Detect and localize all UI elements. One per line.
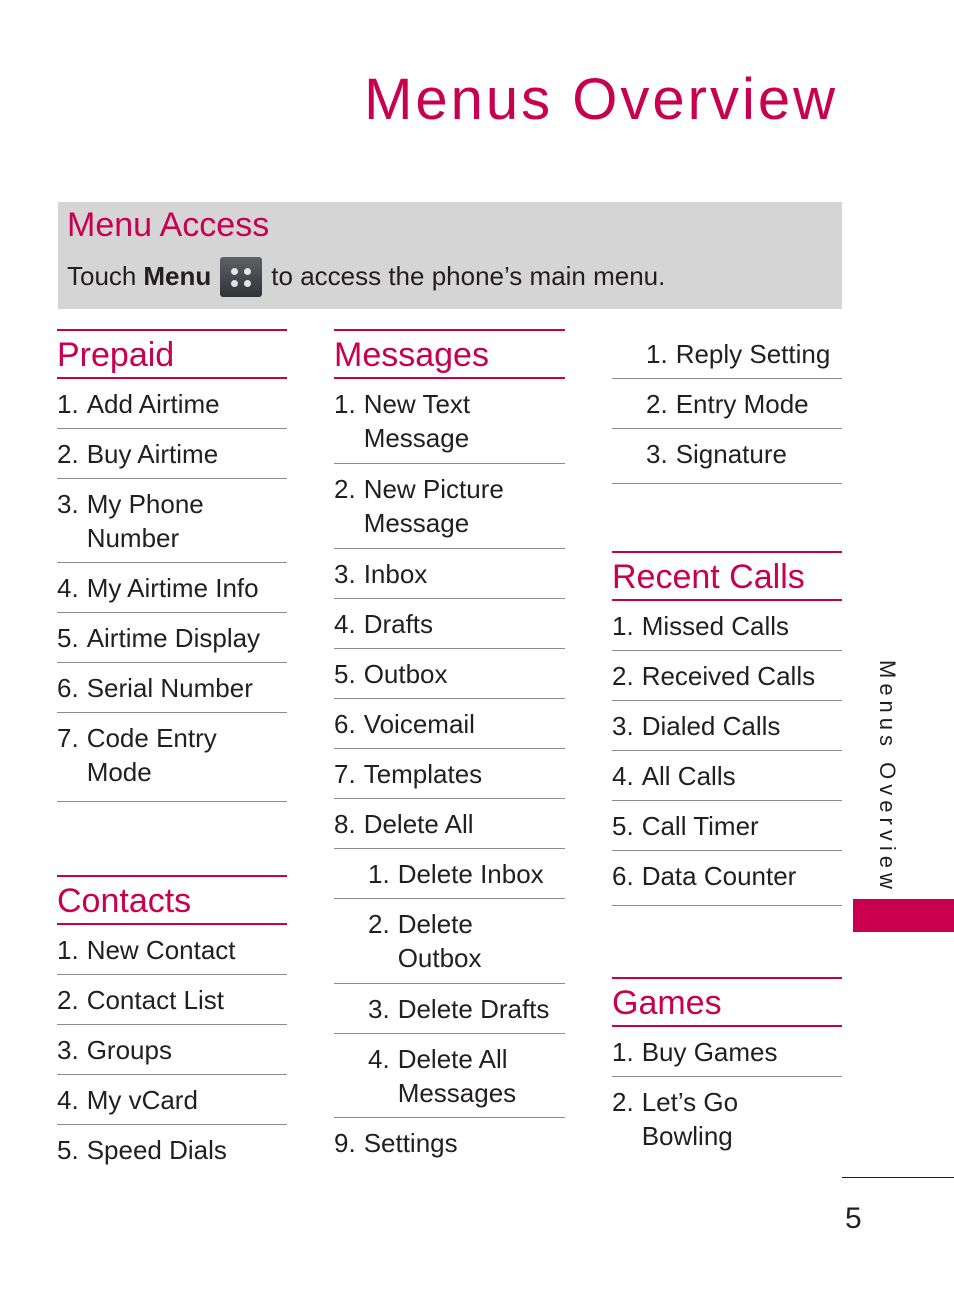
recent-calls-heading: Recent Calls: [612, 551, 842, 601]
item-label: [87, 571, 259, 605]
contacts-list: [57, 925, 287, 1175]
item-number: 3.: [57, 489, 79, 519]
list-item: [612, 651, 842, 701]
item-label-line: Contact List: [86, 985, 224, 1015]
games-section: [612, 977, 842, 1161]
item-label-line: Buy Games: [641, 1037, 778, 1067]
list-item: [612, 379, 842, 429]
item-number: 1.: [57, 389, 79, 419]
list-item: [612, 1077, 842, 1161]
item-label: [364, 607, 433, 641]
item-label-line: Dialed Calls: [641, 711, 781, 741]
item-label-line: Let’s Go: [641, 1087, 739, 1117]
item-label-line: Outbox: [397, 943, 482, 973]
item-number: 6.: [334, 709, 356, 739]
recent-calls-list: [612, 601, 842, 906]
instruction-text-before: Touch: [67, 260, 137, 291]
games-heading: Games: [612, 977, 842, 1027]
list-item: [612, 1027, 842, 1077]
page-number: 5: [845, 1202, 862, 1235]
item-label: [642, 609, 789, 643]
item-label: [87, 387, 220, 421]
instruction-menu-bold: Menu: [143, 260, 212, 291]
item-label-line: Message: [363, 423, 470, 453]
item-label-line: Delete Inbox: [397, 859, 544, 889]
item-number: 1.: [612, 611, 634, 641]
item-label-line: Signature: [675, 439, 787, 469]
list-item: [612, 801, 842, 851]
list-item: [334, 749, 565, 799]
list-item: [612, 701, 842, 751]
item-label: [87, 1083, 198, 1117]
item-number: 2.: [334, 474, 356, 504]
item-label-line: Code Entry: [86, 723, 217, 753]
list-item: [334, 1118, 565, 1168]
list-item: [612, 429, 842, 484]
list-item: [334, 699, 565, 749]
list-item: [334, 549, 565, 599]
item-number: 5.: [57, 623, 79, 653]
item-label-line: My Phone: [86, 489, 204, 519]
settings-sub-list: [612, 329, 842, 484]
item-label-line: Buy Airtime: [86, 439, 219, 469]
item-label: [642, 809, 759, 843]
item-label: [642, 709, 781, 743]
item-number: 4.: [334, 609, 356, 639]
item-label: [398, 857, 544, 891]
prepaid-section: [57, 329, 287, 802]
list-item: [57, 429, 287, 479]
list-item: [334, 649, 565, 699]
item-number: 1.: [57, 935, 79, 965]
item-number: 7.: [334, 759, 356, 789]
item-label-line: New Text: [363, 389, 471, 419]
item-label-line: Outbox: [363, 659, 448, 689]
item-number: 2.: [612, 661, 634, 691]
menu-grid-icon: [220, 257, 262, 297]
item-label-line: Message: [363, 508, 470, 538]
item-label: [676, 437, 787, 471]
item-number: 1.: [368, 859, 390, 889]
messages-list: [334, 379, 565, 1168]
item-label: [398, 907, 482, 975]
item-label: [87, 1133, 227, 1167]
item-label-line: My vCard: [86, 1085, 198, 1115]
list-item: [57, 1125, 287, 1175]
item-label: [364, 472, 504, 540]
item-label: [87, 721, 217, 789]
item-label-line: Missed Calls: [641, 611, 790, 641]
item-label: [364, 557, 428, 591]
item-label: [87, 671, 253, 705]
item-number: 2.: [57, 985, 79, 1015]
item-label-line: Bowling: [641, 1121, 733, 1151]
item-number: 7.: [57, 723, 79, 753]
contacts-heading: Contacts: [57, 875, 287, 925]
list-item: [334, 599, 565, 649]
contacts-section: [57, 875, 287, 1175]
item-number: 5.: [57, 1135, 79, 1165]
side-tab-label: Menus Overview: [875, 660, 900, 894]
menu-access-instruction: [67, 256, 665, 296]
item-label: [642, 859, 797, 893]
item-label: [87, 437, 219, 471]
item-label-line: Delete Drafts: [397, 994, 550, 1024]
item-number: 4.: [368, 1044, 390, 1074]
recent-calls-section: [612, 551, 842, 906]
item-label: [642, 759, 736, 793]
item-label: [364, 707, 475, 741]
list-item: [57, 1025, 287, 1075]
item-label-line: Add Airtime: [86, 389, 220, 419]
list-item: [57, 479, 287, 563]
item-number: 2.: [612, 1087, 634, 1117]
item-label: [87, 933, 236, 967]
item-number: 4.: [57, 1085, 79, 1115]
item-label-line: Call Timer: [641, 811, 759, 841]
item-label-line: New Contact: [86, 935, 236, 965]
item-label-line: Mode: [86, 757, 152, 787]
list-item: [57, 713, 287, 802]
item-label-line: Templates: [363, 759, 483, 789]
list-item: [334, 799, 565, 849]
item-number: 2.: [57, 439, 79, 469]
item-number: 3.: [57, 1035, 79, 1065]
item-number: 1.: [646, 339, 668, 369]
list-item: [612, 601, 842, 651]
item-number: 6.: [612, 861, 634, 891]
list-item: [334, 464, 565, 549]
list-item: [334, 899, 565, 984]
list-item: [57, 975, 287, 1025]
item-label-line: Entry Mode: [675, 389, 809, 419]
item-label: [87, 621, 260, 655]
prepaid-heading: Prepaid: [57, 329, 287, 379]
item-label-line: My Airtime Info: [86, 573, 259, 603]
item-label: [676, 387, 809, 421]
item-label-line: Drafts: [363, 609, 434, 639]
item-number: 4.: [612, 761, 634, 791]
item-label: [87, 487, 204, 555]
item-label-line: Delete: [397, 909, 473, 939]
prepaid-list: [57, 379, 287, 802]
item-label: [676, 337, 831, 371]
item-number: 3.: [646, 439, 668, 469]
list-item: [334, 379, 565, 464]
item-number: 2.: [646, 389, 668, 419]
games-list: [612, 1027, 842, 1161]
item-number: 6.: [57, 673, 79, 703]
item-number: 8.: [334, 809, 356, 839]
list-item: [57, 663, 287, 713]
item-number: 5.: [612, 811, 634, 841]
item-number: 3.: [334, 559, 356, 589]
list-item: [57, 613, 287, 663]
list-item: [334, 849, 565, 899]
item-label: [398, 992, 550, 1026]
settings-sub-section: [612, 329, 842, 484]
list-item: [57, 925, 287, 975]
item-label-line: Speed Dials: [86, 1135, 227, 1165]
item-label: [364, 1126, 458, 1160]
footer-rule: [842, 1177, 954, 1178]
item-label-line: Delete All: [397, 1044, 508, 1074]
page-title: Menus Overview: [364, 67, 838, 132]
item-label: [364, 807, 474, 841]
messages-heading: Messages: [334, 329, 565, 379]
item-label-line: Data Counter: [641, 861, 797, 891]
list-item: [57, 563, 287, 613]
item-label-line: Inbox: [363, 559, 428, 589]
list-item: [612, 329, 842, 379]
item-number: 9.: [334, 1128, 356, 1158]
item-label-line: New Picture: [363, 474, 504, 504]
item-number: 1.: [612, 1037, 634, 1067]
list-item: [334, 984, 565, 1034]
item-label-line: Voicemail: [363, 709, 475, 739]
item-label: [398, 1042, 517, 1110]
item-label: [364, 757, 483, 791]
item-number: 1.: [334, 389, 356, 419]
item-label: [642, 1085, 738, 1153]
menu-access-box: [58, 202, 842, 309]
item-label-line: Settings: [363, 1128, 458, 1158]
item-number: 2.: [368, 909, 390, 939]
item-label: [364, 657, 448, 691]
list-item: [57, 1075, 287, 1125]
item-label-line: All Calls: [641, 761, 736, 791]
item-label-line: Received Calls: [641, 661, 816, 691]
list-item: [612, 851, 842, 906]
item-label-line: Reply Setting: [675, 339, 831, 369]
item-label-line: Groups: [86, 1035, 172, 1065]
item-label: [87, 983, 224, 1017]
item-number: 4.: [57, 573, 79, 603]
item-label-line: Number: [86, 523, 180, 553]
item-label: [642, 1035, 778, 1069]
list-item: [334, 1034, 565, 1118]
item-label-line: Airtime Display: [86, 623, 261, 653]
item-label: [642, 659, 815, 693]
item-number: 3.: [612, 711, 634, 741]
list-item: [57, 379, 287, 429]
instruction-text-after: to access the phone’s main menu.: [271, 260, 666, 291]
item-label-line: Messages: [397, 1078, 517, 1108]
item-number: 5.: [334, 659, 356, 689]
item-number: 3.: [368, 994, 390, 1024]
menu-access-heading: Menu Access: [67, 206, 270, 244]
messages-section: [334, 329, 565, 1168]
item-label: [87, 1033, 172, 1067]
side-tab-bar: [853, 899, 954, 932]
item-label-line: Delete All: [363, 809, 474, 839]
list-item: [612, 751, 842, 801]
item-label-line: Serial Number: [86, 673, 253, 703]
item-label: [364, 387, 470, 455]
